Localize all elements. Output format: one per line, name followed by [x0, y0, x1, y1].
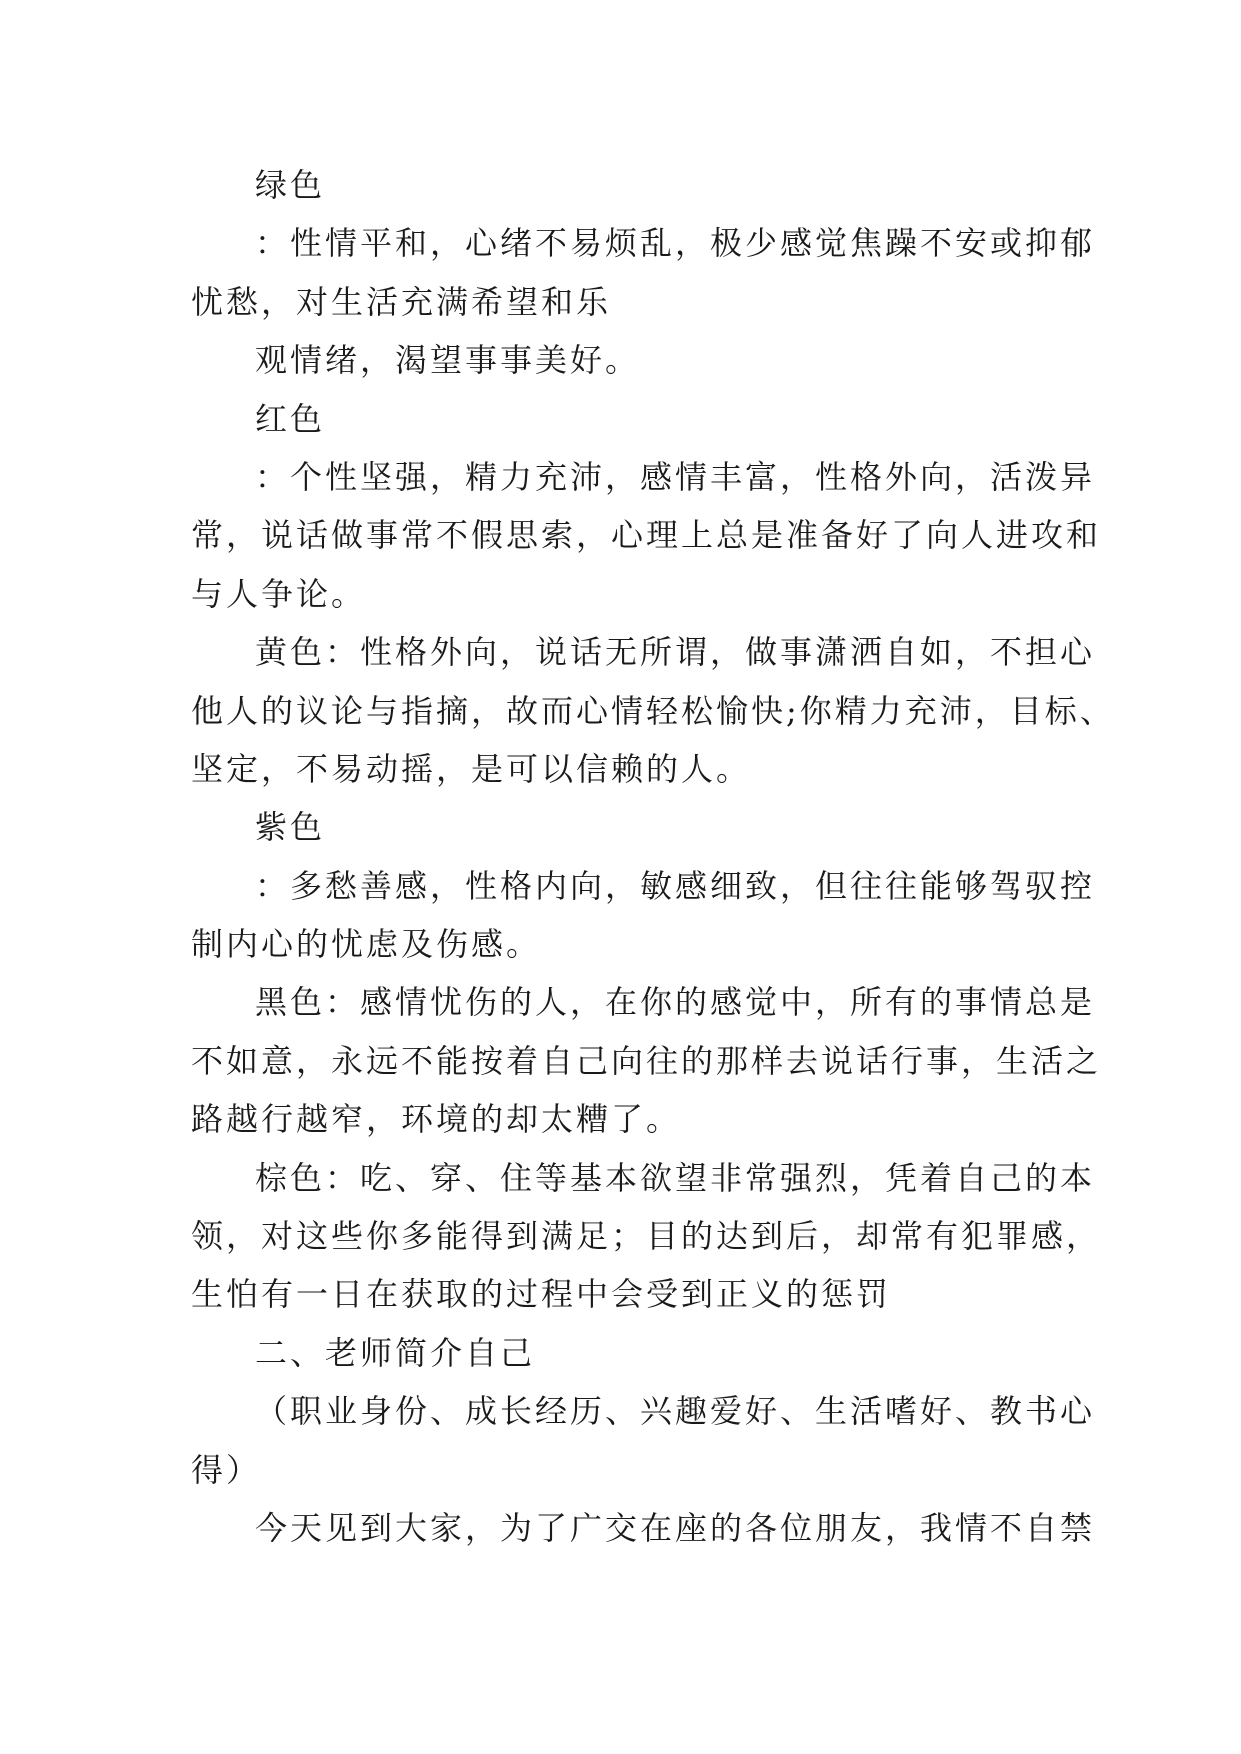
text-line: 常，说话做事常不假思索，心理上总是准备好了向人进攻和 [191, 516, 1102, 555]
text-line: ：性情平和，心绪不易烦乱，极少感觉焦躁不安或抑郁 [255, 224, 1096, 263]
text-line: ：个性坚强，精力充沛，感情丰富，性格外向，活泼异 [255, 457, 1096, 496]
text-line: 路越行越窄，环境的却太糟了。 [191, 1100, 682, 1139]
text-line: （职业身份、成长经历、兴趣爱好、生活嗜好、教书心 [255, 1392, 1096, 1431]
text-line: 他人的议论与指摘，故而心情轻松愉快;你精力充沛，目标、 [191, 691, 1115, 730]
text-line: 黄色：性格外向，说话无所谓，做事潇洒自如，不担心 [255, 633, 1096, 672]
text-line: 不如意，永远不能按着自己向往的那样去说话行事，生活之 [191, 1041, 1102, 1080]
text-line: 二、老师简介自己 [255, 1333, 536, 1372]
text-line: 今天见到大家，为了广交在座的各位朋友，我情不自禁 [255, 1508, 1096, 1547]
text-line: 坚定，不易动摇，是可以信赖的人。 [191, 749, 752, 788]
text-line: 制内心的忧虑及伤感。 [191, 925, 542, 964]
text-line: 生怕有一日在获取的过程中会受到正义的惩罚 [191, 1275, 892, 1314]
text-line: 黑色：感情忧伤的人，在你的感觉中，所有的事情总是 [255, 983, 1096, 1022]
text-line: 棕色：吃、穿、住等基本欲望非常强烈，凭着自己的本 [255, 1158, 1096, 1197]
text-line: 得） [191, 1450, 262, 1489]
text-line: 忧愁，对生活充满希望和乐 [191, 282, 612, 321]
text-line: 与人争论。 [191, 574, 367, 613]
text-line: 领，对这些你多能得到满足；目的达到后，却常有犯罪感， [191, 1217, 1102, 1256]
text-line: 绿色 [255, 166, 326, 204]
text-line: 紫色 [255, 808, 326, 847]
text-line: ：多愁善感，性格内向，敏感细致，但往往能够驾驭控 [255, 866, 1096, 905]
text-line: 观情绪，渴望事事美好。 [255, 341, 641, 380]
text-line: 红色 [255, 399, 326, 438]
document-body [191, 156, 1115, 1557]
